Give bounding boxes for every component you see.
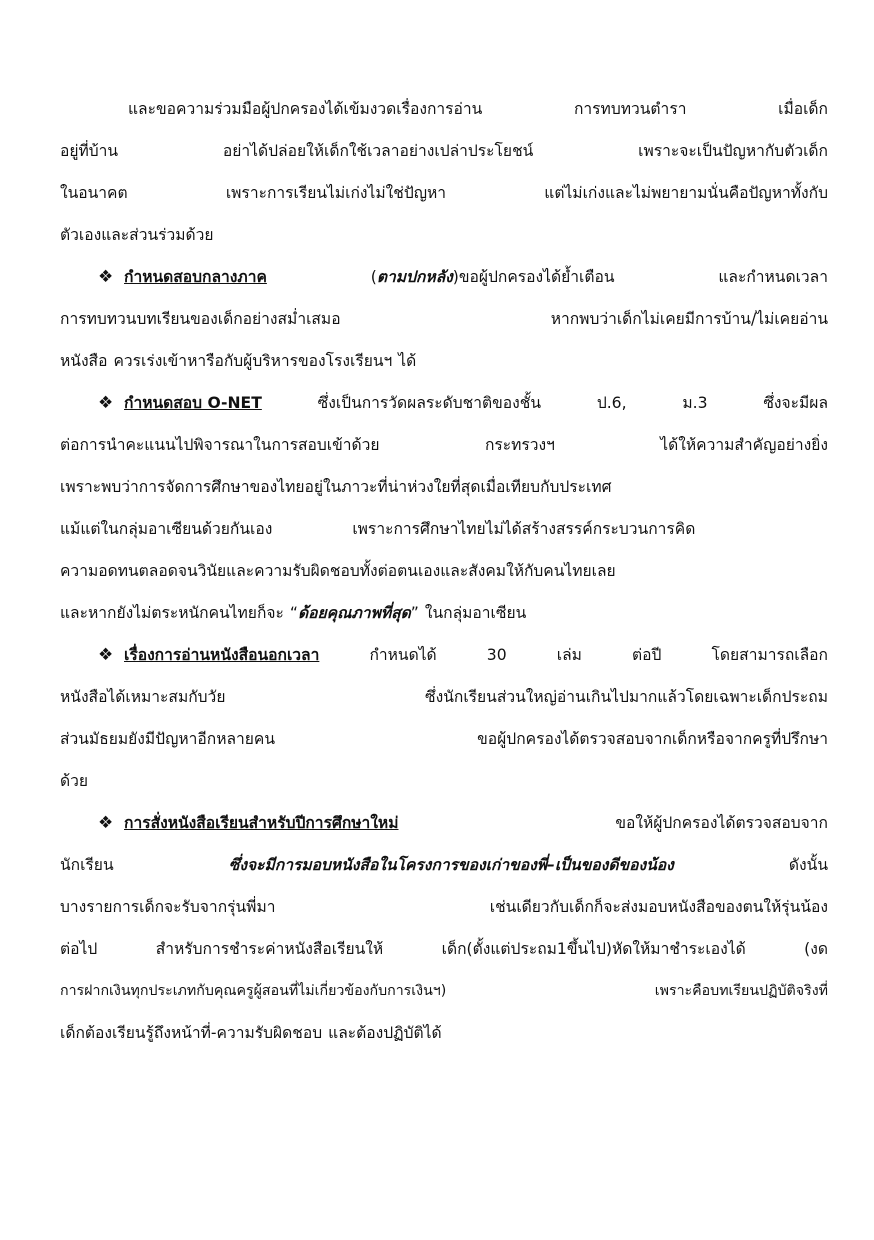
text-segment: หนังสือได้เหมาะสมกับวัย	[60, 688, 226, 706]
text-segment: เพราะจะเป็นปัญหากับตัวเด็ก	[638, 142, 828, 160]
text-line	[60, 1012, 828, 1054]
section-heading: กำหนดสอบกลางภาค	[124, 268, 267, 286]
text-segment: เด็กต้องเรียนรู้ถึงหน้าที่-ความรับผิดชอบ	[60, 1024, 323, 1042]
note-group	[371, 256, 615, 298]
text-segment: ต่อการนำคะแนนไปพิจารณาในการสอบเข้าด้วย	[60, 436, 380, 454]
section-heading: กำหนดสอบ O-NET	[124, 394, 262, 412]
text-segment: การทบทวนบทเรียนของเด็กอย่างสม่ำเสมอ	[60, 310, 341, 328]
text-segment: (งด	[804, 940, 828, 958]
text-line	[60, 424, 828, 466]
heading-group	[98, 634, 319, 676]
text-line	[60, 970, 828, 1012]
section-heading: เรื่องการอ่านหนังสือนอกเวลา	[124, 646, 320, 664]
text-segment: อยู่ที่บ้าน	[60, 142, 119, 160]
text-segment: ซึ่งนักเรียนส่วนใหญ่อ่านเกินไปมากแล้วโดยเฉพาะเด็กประถม	[425, 688, 828, 706]
text-line	[60, 592, 828, 634]
quote-close: ”	[410, 604, 419, 622]
emphasis-quote	[290, 592, 419, 634]
text-line	[60, 88, 828, 130]
text-segment: โดยสามารถเลือก	[711, 646, 828, 664]
text-segment: ม.3	[682, 394, 708, 412]
text-line	[60, 928, 828, 970]
textbook-paragraph	[60, 802, 828, 1054]
text-segment: หากพบว่าเด็กไม่เคยมีการบ้าน/ไม่เคยอ่าน	[550, 310, 828, 328]
note-open: (	[370, 268, 377, 286]
text-line	[60, 634, 828, 676]
reading-paragraph	[60, 634, 828, 802]
text-segment: ในอนาคต	[60, 184, 128, 202]
text-segment: เล่ม	[556, 646, 582, 664]
text-segment: 30	[486, 646, 507, 664]
text-line	[60, 340, 828, 382]
emphasis-text: ด้อยคุณภาพที่สุด	[298, 604, 411, 622]
text-segment: ตัวเองและส่วนร่วมด้วย	[60, 226, 214, 244]
intro-paragraph	[60, 88, 828, 256]
text-line	[60, 130, 828, 172]
text-segment: ด้วย	[60, 772, 89, 790]
text-segment: กำหนดได้	[369, 646, 437, 664]
text-segment: หนังสือ	[60, 352, 108, 370]
text-segment: เพราะการเรียนไม่เก่งไม่ใช่ปัญหา	[225, 184, 447, 202]
text-segment: และหากยังไม่ตระหนักคนไทยก็จะ	[60, 604, 284, 622]
text-segment: การฝากเงินทุกประเภทกับคุณครูผู้สอนที่ไม่เกี่ยวข้องกับการเงินฯ)	[60, 983, 447, 999]
text-line	[60, 676, 828, 718]
text-segment: และต้องปฏิบัติได้	[328, 1024, 442, 1042]
text-line	[60, 466, 828, 508]
text-line	[60, 802, 828, 844]
text-segment: ซึ่งเป็นการวัดผลระดับชาติของชั้น	[317, 394, 542, 412]
diamond-bullet-icon: ❖	[98, 813, 114, 833]
text-segment: ต่อปี	[632, 646, 662, 664]
heading-group	[98, 256, 267, 298]
text-segment: ดังนั้น	[788, 856, 828, 874]
text-segment: ซึ่งจะมีผล	[763, 394, 828, 412]
heading-group	[98, 382, 262, 424]
text-segment: )ขอผู้ปกครองได้ย้ำเตือน	[452, 268, 615, 286]
emphasis-text: ซึ่งจะมีการมอบหนังสือในโครงการของเก่าของพี่–เป็นของดีของน้อง	[228, 856, 674, 874]
midterm-paragraph	[60, 256, 828, 382]
text-line	[60, 508, 828, 550]
text-segment: นักเรียน	[60, 856, 114, 874]
diamond-bullet-icon: ❖	[98, 393, 114, 413]
text-segment: แม้แต่ในกลุ่มอาเซียนด้วยกันเอง	[60, 520, 273, 538]
text-segment: เพราะคือบทเรียนปฏิบัติจริงที่	[654, 983, 828, 999]
onet-paragraph	[60, 382, 828, 634]
text-line	[60, 844, 828, 886]
text-segment: บางรายการเด็กจะรับจากรุ่นพี่มา	[60, 898, 276, 916]
section-heading: การสั่งหนังสือเรียนสำหรับปีการศึกษาใหม่	[124, 814, 399, 832]
text-line	[60, 550, 828, 592]
quote-open: “	[289, 604, 298, 622]
text-segment: ควรเร่งเข้าหารือกับผู้บริหารของโรงเรียนฯ	[113, 352, 393, 370]
heading-group	[98, 802, 399, 844]
text-segment: ขอผู้ปกครองได้ตรวจสอบจากเด็กหรือจากครูที่ปรึกษา	[477, 730, 828, 748]
text-segment: ขอให้ผู้ปกครองได้ตรวจสอบจาก	[615, 814, 828, 832]
text-line	[60, 172, 828, 214]
note-emphasis: ตามปกหลัง	[376, 268, 453, 286]
text-segment: ส่วนมัธยมยังมีปัญหาอีกหลายคน	[60, 730, 276, 748]
diamond-bullet-icon: ❖	[98, 267, 114, 287]
text-line	[60, 214, 828, 256]
text-segment: เพราะการศึกษาไทยไม่ได้สร้างสรรค์กระบวนการคิด	[352, 520, 696, 538]
text-line	[60, 760, 828, 802]
text-line	[60, 256, 828, 298]
text-line	[60, 382, 828, 424]
text-segment: เช่นเดียวกับเด็กก็จะส่งมอบหนังสือของตนให้รุ่นน้อง	[489, 898, 828, 916]
text-line	[60, 298, 828, 340]
text-segment: การทบทวนตำรา	[573, 100, 687, 118]
text-segment: สำหรับการชำระค่าหนังสือเรียนให้	[155, 940, 384, 958]
text-segment: เมื่อเด็ก	[778, 100, 828, 118]
text-segment: เด็ก(ตั้งแต่ประถม1ขึ้นไป)หัดให้มาชำระเองได้	[441, 940, 746, 958]
text-segment: และขอความร่วมมือผู้ปกครองได้เข้มงวดเรื่องการอ่าน	[128, 100, 483, 118]
text-segment: ได้ให้ความสำคัญอย่างยิ่ง	[660, 436, 828, 454]
text-line	[60, 718, 828, 760]
text-segment: ความอดทนตลอดจนวินัยและความรับผิดชอบทั้งต่อตนเองและสังคมให้กับคนไทยเลย	[60, 562, 616, 580]
text-segment: ป.6,	[596, 394, 627, 412]
diamond-bullet-icon: ❖	[98, 645, 114, 665]
document-page	[60, 88, 828, 1054]
text-segment: อย่าได้ปล่อยให้เด็กใช้เวลาอย่างเปล่าประโยชน์	[222, 142, 534, 160]
text-segment: ได้	[398, 352, 417, 370]
text-segment: และกำหนดเวลา	[718, 268, 828, 286]
text-line	[60, 886, 828, 928]
text-segment: เพราะพบว่าการจัดการศึกษาของไทยอยู่ในภาวะที่น่าห่วงใยที่สุดเมื่อเทียบกับประเทศ	[60, 478, 612, 496]
text-segment: แต่ไม่เก่งและไม่พยายามนั่นคือปัญหาทั้งกับ	[544, 184, 828, 202]
text-segment: ต่อไป	[60, 940, 98, 958]
text-segment: กระทรวงฯ	[484, 436, 555, 454]
text-segment: ในกลุ่มอาเซียน	[424, 604, 527, 622]
